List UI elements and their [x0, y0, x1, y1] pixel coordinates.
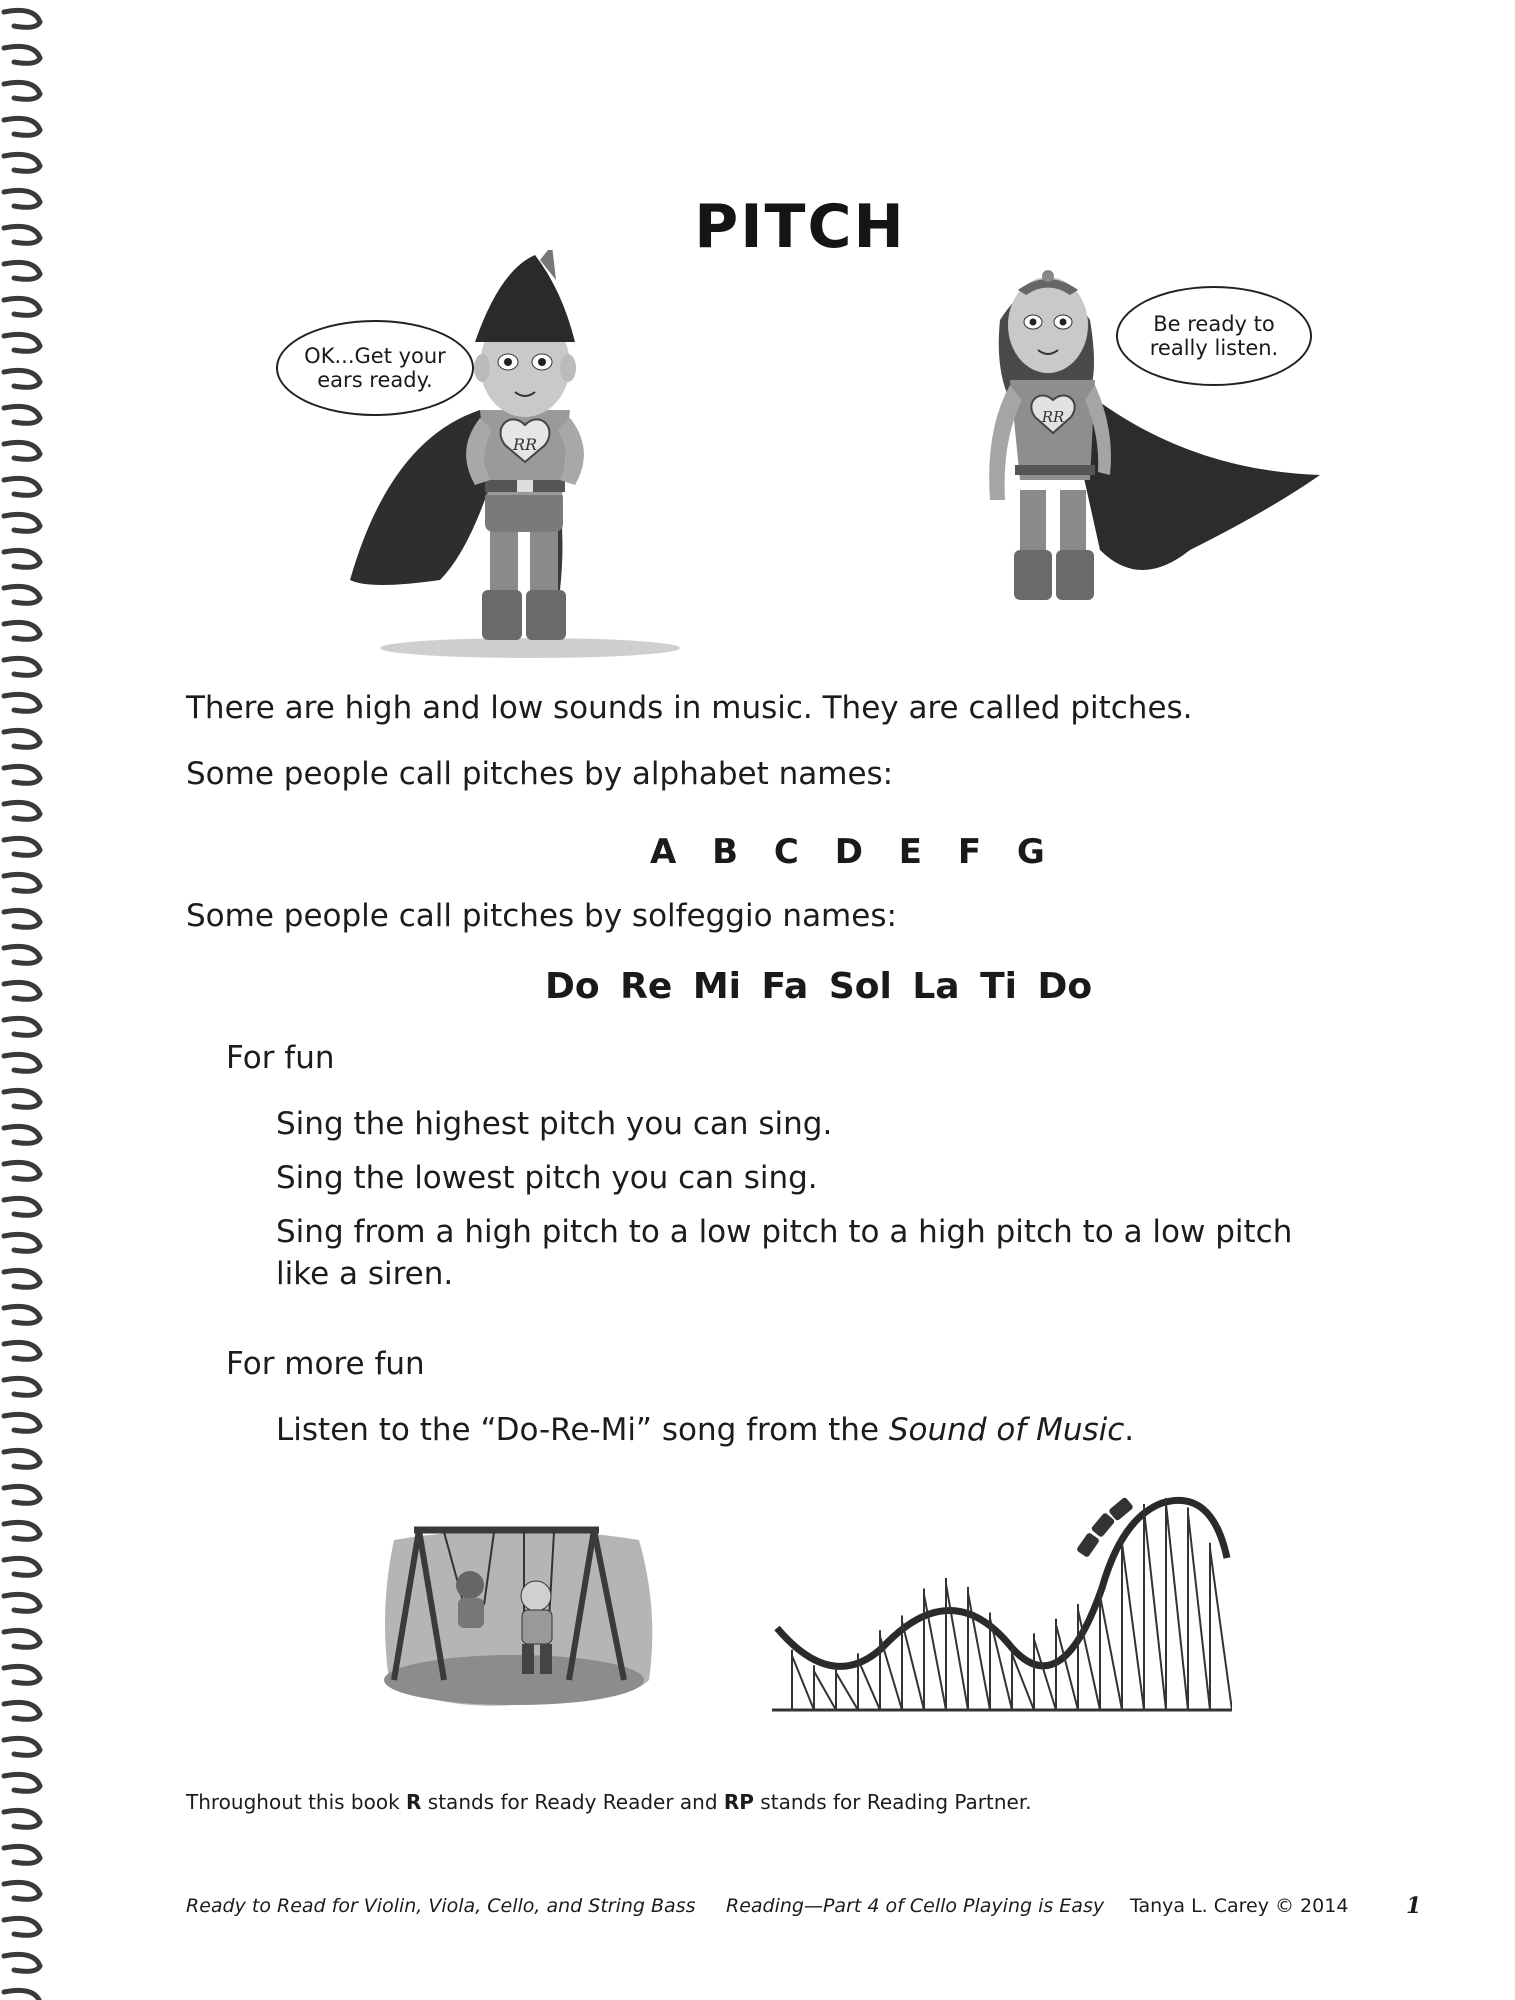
- sound-of-music-title: Sound of Music: [888, 1412, 1125, 1448]
- solfeggio-names: Do Re Mi Fa Sol La Ti Do: [545, 966, 1093, 1007]
- boy-superhero-illustration: [330, 250, 690, 660]
- right-bubble-line-1: Be ready to: [1153, 312, 1275, 336]
- for-fun-item-2: Sing the lowest pitch you can sing.: [276, 1160, 818, 1196]
- svg-text:RR: RR: [512, 435, 538, 454]
- left-bubble-line-1: OK...Get your: [304, 344, 446, 368]
- swing-set-illustration: [374, 1510, 656, 1712]
- footer-series: Reading—Part 4 of Cello Playing is Easy: [726, 1895, 1105, 1917]
- page-title: PITCH: [694, 192, 906, 262]
- right-bubble-line-2: really listen.: [1149, 336, 1279, 360]
- alphabet-names: A B C D E F G: [650, 832, 1057, 872]
- for-more-fun-heading: For more fun: [226, 1346, 425, 1382]
- roller-coaster-illustration: [772, 1478, 1232, 1714]
- intro-text: There are high and low sounds in music. They are called pitches.: [186, 690, 1193, 726]
- footnote-part-3: stands for Reading Partner.: [753, 1790, 1032, 1814]
- footnote: [186, 1790, 1032, 1814]
- svg-text:RR: RR: [1041, 408, 1065, 426]
- for-fun-item-3-continued: like a siren.: [276, 1256, 454, 1292]
- page-number: 1: [1406, 1893, 1422, 1919]
- for-more-fun-item: [276, 1412, 1134, 1448]
- footnote-r: R: [406, 1790, 422, 1814]
- left-speech-bubble: [276, 320, 474, 416]
- spiral-binding: [0, 0, 60, 2000]
- left-bubble-line-2: ears ready.: [317, 368, 433, 392]
- footer-book-title: Ready to Read for Violin, Viola, Cello, and String Bass: [186, 1895, 696, 1917]
- footnote-part-2: stands for Ready Reader and: [421, 1790, 724, 1814]
- solfeggio-lead-text: Some people call pitches by solfeggio names:: [186, 898, 897, 934]
- for-more-fun-period: .: [1124, 1412, 1135, 1448]
- right-speech-bubble: [1116, 286, 1312, 386]
- for-fun-item-3: Sing from a high pitch to a low pitch to a high pitch to a low pitch: [276, 1214, 1293, 1250]
- for-more-fun-text: Listen to the “Do-Re-Mi” song from the: [276, 1412, 889, 1448]
- for-fun-item-1: Sing the highest pitch you can sing.: [276, 1106, 833, 1142]
- for-fun-heading: For fun: [226, 1040, 335, 1076]
- footer-author: Tanya L. Carey © 2014: [1130, 1895, 1349, 1917]
- alphabet-lead-text: Some people call pitches by alphabet names:: [186, 756, 894, 792]
- footnote-rp: RP: [723, 1790, 754, 1814]
- footnote-part-1: Throughout this book: [186, 1790, 407, 1814]
